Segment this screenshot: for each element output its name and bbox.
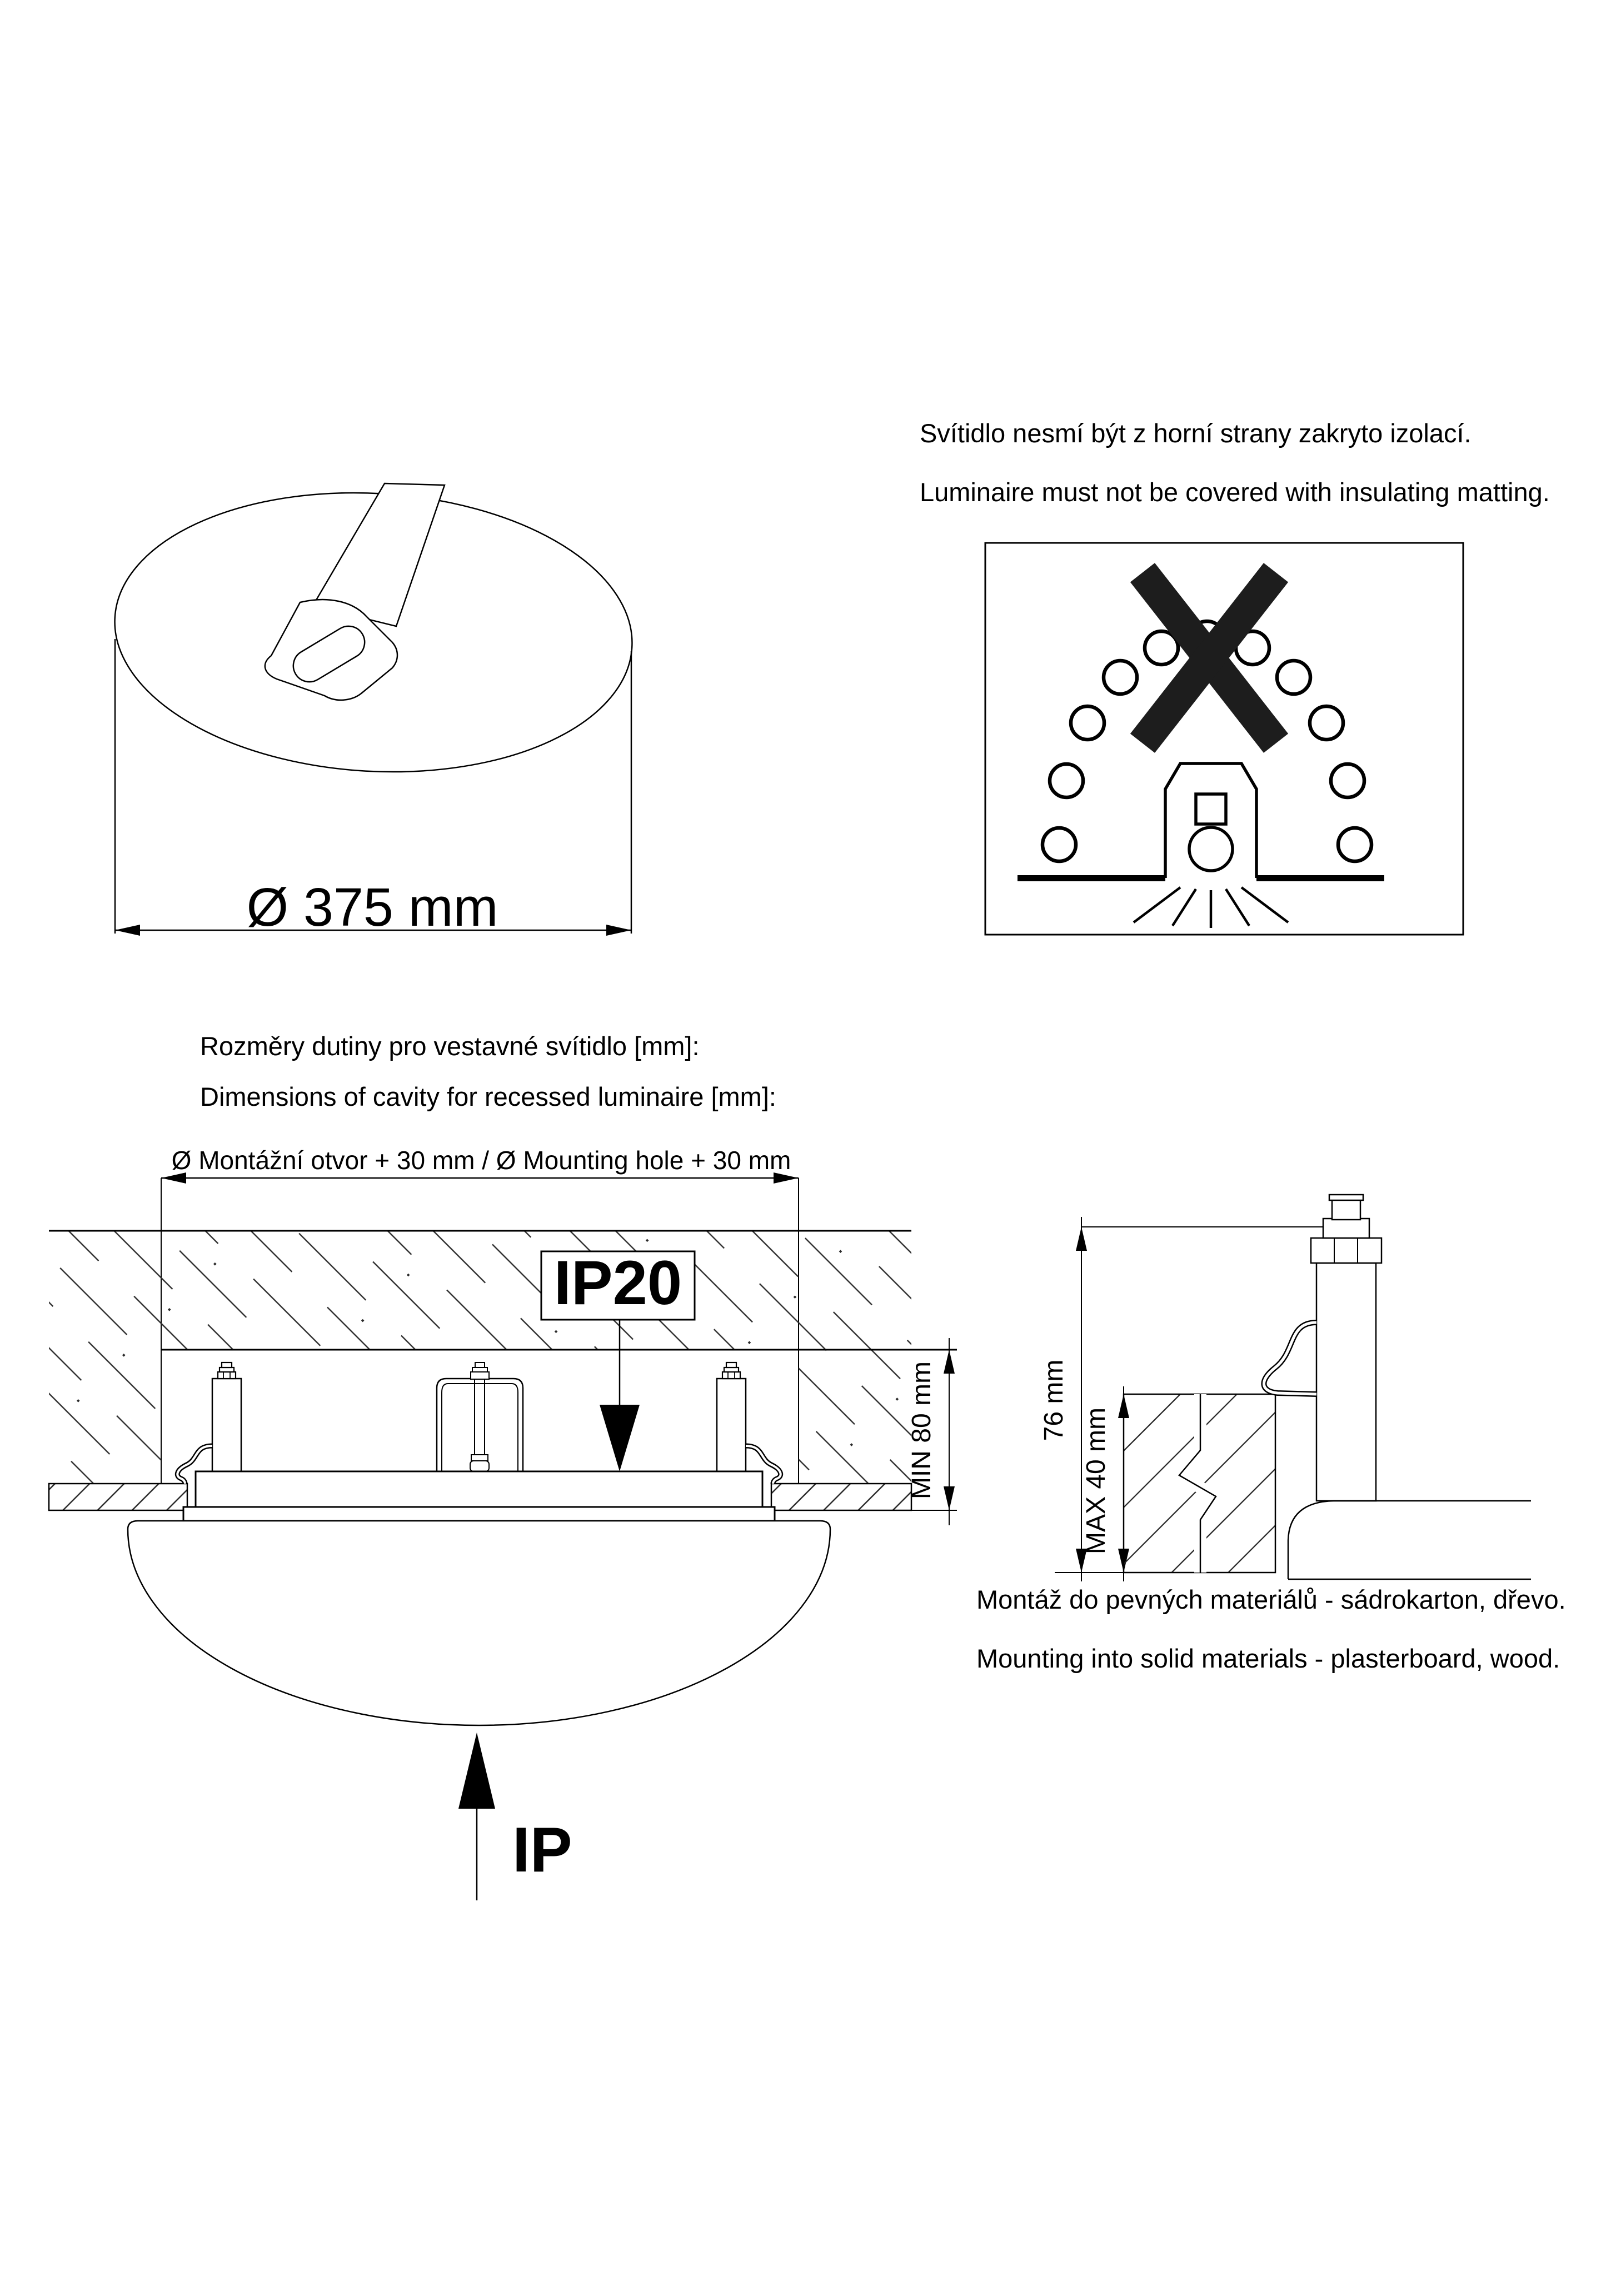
- min-depth-label: MIN 80 mm: [907, 1361, 936, 1500]
- up-arrow-icon: [458, 1733, 495, 1809]
- luminaire-diffuser-dome: [128, 1521, 830, 1725]
- structure-hatch-right: [799, 1350, 911, 1484]
- insulation-warning-en: Luminaire must not be covered with insulating matting.: [920, 477, 1550, 507]
- max-thickness-label: MAX 40 mm: [1081, 1407, 1111, 1555]
- down-arrow-icon: [600, 1405, 640, 1471]
- detail-stud-and-bolt: [1311, 1195, 1381, 1501]
- note-cavity-dimensions: [200, 1031, 776, 1111]
- figure-side-mounting-detail: [1039, 1195, 1531, 1581]
- overall-height-label: 76 mm: [1039, 1359, 1069, 1441]
- ceiling-line-left: [1018, 875, 1165, 881]
- note-insulation-warning: [920, 418, 1550, 507]
- dimension-arrowhead-right: [606, 925, 631, 936]
- ip-rating-badge: [541, 1248, 695, 1471]
- cavity-heading-en: Dimensions of cavity for recessed luminaire [mm]:: [200, 1082, 776, 1111]
- solid-mounting-en: Mounting into solid materials - plasterboard, wood.: [976, 1644, 1560, 1673]
- note-solid-mounting: [976, 1585, 1566, 1673]
- structure-hatch-left: [49, 1350, 161, 1484]
- solid-mounting-cz: Montáž do pevných materiálů - sádrokarton, dřevo.: [976, 1585, 1566, 1614]
- ip-rating-text: IP20: [553, 1248, 682, 1317]
- luminaire-body: [196, 1471, 762, 1507]
- cavity-heading-cz: Rozměry dutiny pro vestavné svítidlo [mm]:: [200, 1031, 700, 1061]
- figure-recess-cross-section: [49, 1146, 957, 1900]
- detail-spring-clip: [1264, 1322, 1316, 1394]
- mounting-hole-dimension-label: Ø Montážní otvor + 30 mm / Ø Mounting hole + 30 mm: [171, 1146, 791, 1175]
- center-suspension-bracket: [437, 1362, 523, 1471]
- ip-arrow-label: IP: [512, 1815, 572, 1885]
- luminaire-flange: [183, 1507, 775, 1521]
- mounting-stud-right: [717, 1362, 746, 1471]
- insulation-warning-cz: Svítidlo nesmí být z horní strany zakryto izolací.: [920, 418, 1472, 448]
- diameter-dimension-label: Ø 375 mm: [246, 877, 498, 937]
- max-thickness-dimension: [1081, 1386, 1129, 1581]
- detail-luminaire-flange: [1288, 1501, 1531, 1579]
- structure-hatch-top: [49, 1231, 911, 1350]
- ip-ingress-arrow: [458, 1733, 572, 1900]
- no-insulation-over-luminaire-icon: [985, 543, 1463, 935]
- dimension-arrowhead-left: [115, 925, 140, 936]
- mounting-stud-left: [212, 1362, 241, 1471]
- min-depth-dimension: [907, 1338, 955, 1525]
- figure-luminaire-top-view: [107, 479, 640, 937]
- ceiling-line-right: [1256, 875, 1384, 881]
